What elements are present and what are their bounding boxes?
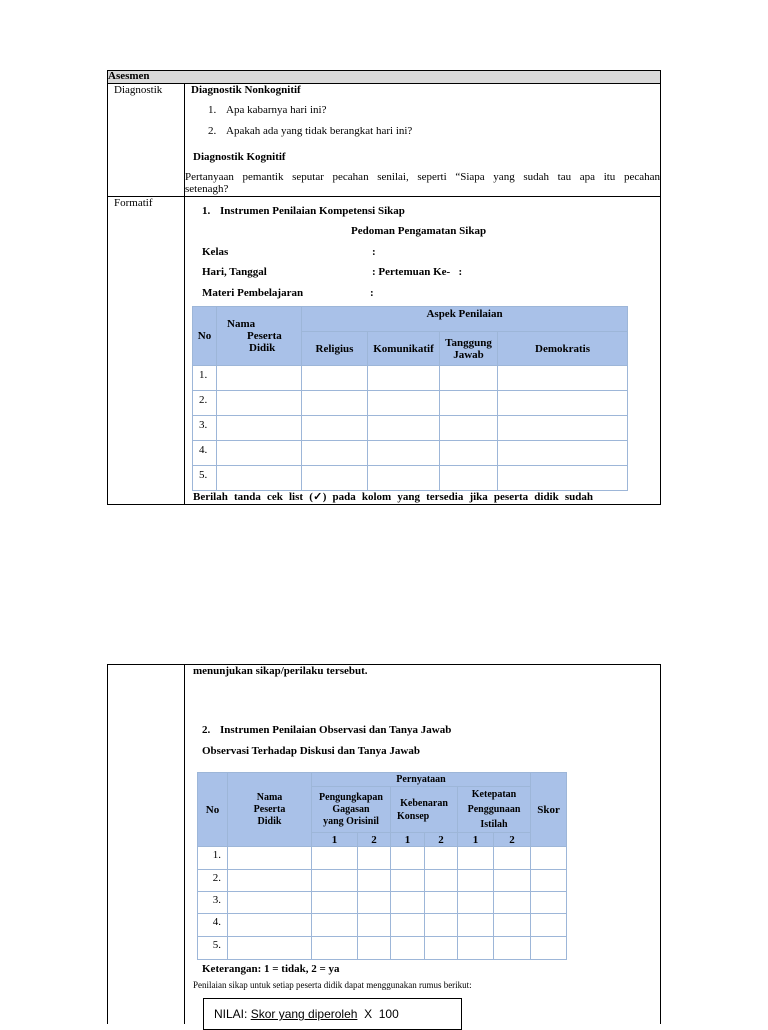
diagnostik-label: Diagnostik	[114, 84, 163, 96]
col-no: No	[193, 307, 217, 366]
col-ketepatan-istilah: Ketepatan Penggunaan Istilah	[458, 787, 531, 833]
table-row: 4.	[198, 914, 567, 937]
sub-col: 1	[312, 833, 358, 847]
col-tanggung-jawab: Tanggung Jawab	[440, 332, 498, 366]
col-nama: Nama Peserta Didik	[217, 307, 302, 366]
section-subtitle: Pedoman Pengamatan Sikap	[351, 225, 487, 237]
table-row: 2.	[198, 870, 567, 892]
field-hari-value: : Pertemuan Ke- :	[372, 266, 463, 278]
section-title: Instrumen Penilaian Kompetensi Sikap	[220, 205, 405, 217]
table-row: 1.	[193, 366, 628, 391]
col-religius: Religius	[302, 332, 368, 366]
field-materi-colon: :	[370, 287, 374, 299]
formula-numerator: Skor yang diperoleh	[250, 1007, 358, 1021]
observasi-table	[197, 772, 567, 960]
nonkognitif-title: Diagnostik Nonkognitif	[191, 84, 301, 96]
col-demokratis: Demokratis	[498, 332, 628, 366]
list-item: Apa kabarnya hari ini?	[226, 104, 327, 116]
field-kelas-colon: :	[372, 246, 376, 258]
col-no: No	[198, 773, 228, 847]
table-row: 5.	[198, 937, 567, 960]
sub-col: 1	[458, 833, 494, 847]
section-number: 1.	[202, 205, 211, 217]
list-item: Apakah ada yang tidak berangkat hari ini?	[226, 125, 413, 137]
sub-col: 2	[425, 833, 458, 847]
col-komunikatif: Komunikatif	[368, 332, 440, 366]
instruction-text: Berilah tanda cek list (✓) pada kolom yang tersedia jika peserta didik sudah	[193, 491, 593, 503]
list-number: 2.	[208, 125, 217, 137]
formatif-label: Formatif	[114, 197, 153, 209]
continuation-text: menunjukan sikap/perilaku tersebut.	[193, 665, 368, 677]
sub-col: 1	[391, 833, 425, 847]
header-row	[108, 71, 660, 83]
table-row: 4.	[193, 441, 628, 466]
section-number: 2.	[202, 724, 211, 736]
table-row: 5.	[193, 466, 628, 491]
sub-col: 2	[494, 833, 531, 847]
col-aspek: Aspek Penilaian	[302, 307, 628, 332]
field-hari: Hari, Tanggal	[202, 266, 267, 278]
kognitif-text: Pertanyaan pemantik seputar pecahan senilai, seperti “Siapa yang sudah tau apa itu pecahan	[185, 171, 660, 183]
section-subtitle: Observasi Terhadap Diskusi dan Tanya Jawab	[202, 745, 420, 757]
penilaian-text: Penilaian sikap untuk setiap peserta didik dapat menggunakan rumus berikut:	[193, 980, 472, 990]
formula-box	[203, 998, 462, 1030]
table-row: 3.	[198, 892, 567, 914]
section-title: Instrumen Penilaian Observasi dan Tanya Jawab	[220, 724, 452, 736]
col-pernyataan: Pernyataan	[312, 773, 531, 787]
sub-col: 2	[358, 833, 391, 847]
header-title: Asesmen	[108, 70, 150, 82]
table-row: 1.	[198, 847, 567, 870]
list-number: 1.	[208, 104, 217, 116]
col-pengungkapan-gagasan: Pengungkapan Gagasan yang Orisinil	[312, 787, 391, 833]
keterangan-text: Keterangan: 1 = tidak, 2 = ya	[202, 963, 340, 975]
col-kebenaran-konsep: Kebenaran Konsep	[391, 787, 458, 833]
table-row: 2.	[193, 391, 628, 416]
col-nama: Nama Peserta Didik	[228, 773, 312, 847]
sikap-table	[192, 306, 628, 491]
table-row: 3.	[193, 416, 628, 441]
kognitif-title: Diagnostik Kognitif	[193, 151, 286, 163]
field-materi: Materi Pembelajaran	[202, 287, 304, 299]
col-skor: Skor	[531, 773, 567, 847]
field-kelas: Kelas	[202, 246, 229, 258]
kognitif-text-cont: setenagh?	[185, 183, 229, 195]
formula-text: NILAI: Skor yang diperoleh X 100	[214, 1007, 399, 1021]
